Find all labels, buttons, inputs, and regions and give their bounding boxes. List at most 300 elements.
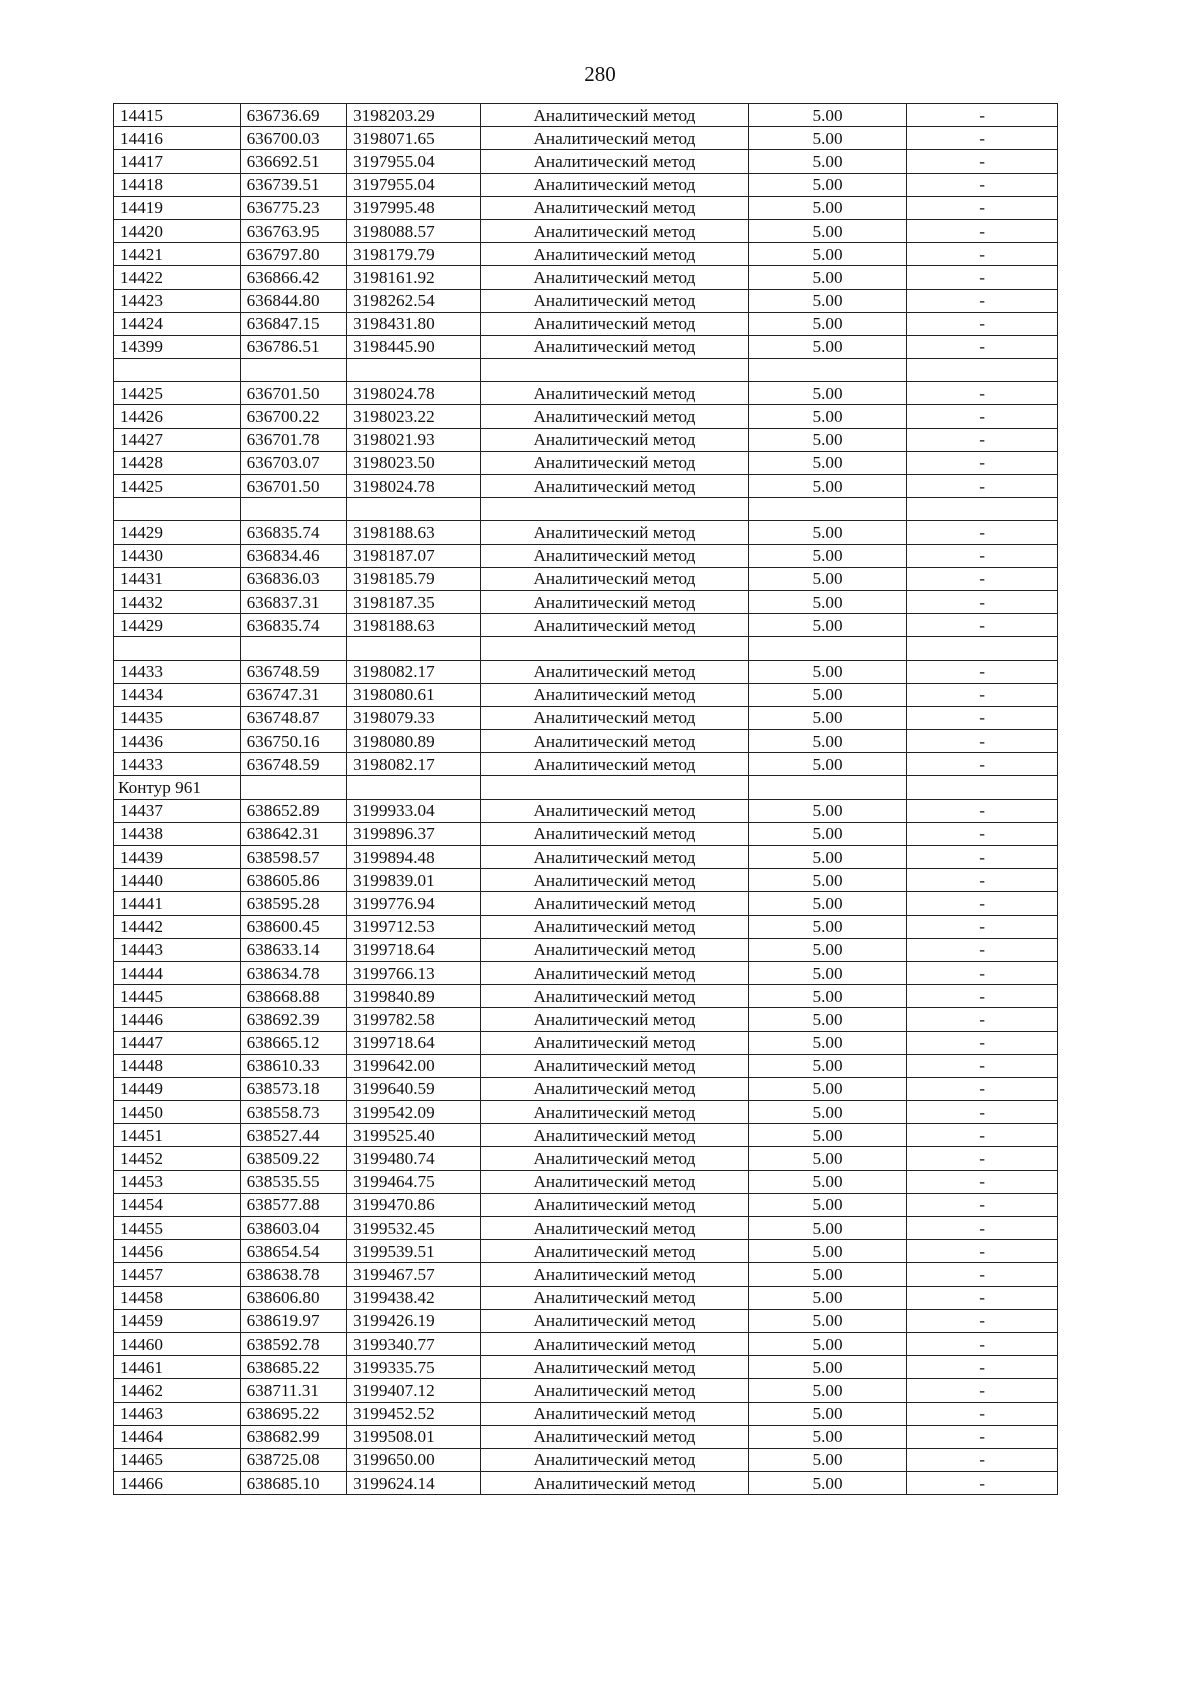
accuracy-cell: 5.00 [748, 104, 906, 127]
separator-row [114, 359, 1058, 382]
table-row [114, 1425, 1058, 1448]
point-id-cell: 14426 [114, 405, 241, 428]
table-row [114, 104, 1058, 127]
empty-cell [240, 359, 347, 382]
table-row [114, 869, 1058, 892]
y-coordinate-cell: 3199718.64 [347, 938, 481, 961]
point-id-cell: 14454 [114, 1193, 241, 1216]
separator-row [114, 498, 1058, 521]
extra-cell: - [907, 405, 1058, 428]
y-coordinate-cell: 3198179.79 [347, 243, 481, 266]
method-cell: Аналитический метод [481, 567, 749, 590]
y-coordinate-cell: 3199624.14 [347, 1472, 481, 1495]
point-id-cell: 14425 [114, 382, 241, 405]
x-coordinate-cell: 638685.22 [240, 1356, 347, 1379]
x-coordinate-cell: 638573.18 [240, 1077, 347, 1100]
extra-cell: - [907, 544, 1058, 567]
method-cell: Аналитический метод [481, 127, 749, 150]
x-coordinate-cell: 638685.10 [240, 1472, 347, 1495]
point-id-cell: 14450 [114, 1101, 241, 1124]
point-id-cell: 14463 [114, 1402, 241, 1425]
accuracy-cell: 5.00 [748, 1402, 906, 1425]
method-cell: Аналитический метод [481, 1379, 749, 1402]
method-cell: Аналитический метод [481, 706, 749, 729]
point-id-cell: 14466 [114, 1472, 241, 1495]
table-row [114, 1217, 1058, 1240]
point-id-cell: 14436 [114, 730, 241, 753]
extra-cell: - [907, 1309, 1058, 1332]
table-row [114, 289, 1058, 312]
x-coordinate-cell: 636834.46 [240, 544, 347, 567]
method-cell: Аналитический метод [481, 1309, 749, 1332]
extra-cell: - [907, 243, 1058, 266]
table-row [114, 1356, 1058, 1379]
x-coordinate-cell: 636866.42 [240, 266, 347, 289]
accuracy-cell: 5.00 [748, 1379, 906, 1402]
y-coordinate-cell: 3199438.42 [347, 1286, 481, 1309]
y-coordinate-cell: 3198445.90 [347, 335, 481, 358]
accuracy-cell: 5.00 [748, 706, 906, 729]
method-cell: Аналитический метод [481, 985, 749, 1008]
extra-cell: - [907, 1031, 1058, 1054]
y-coordinate-cell: 3199452.52 [347, 1402, 481, 1425]
method-cell: Аналитический метод [481, 961, 749, 984]
x-coordinate-cell: 638603.04 [240, 1217, 347, 1240]
accuracy-cell: 5.00 [748, 1054, 906, 1077]
extra-cell: - [907, 683, 1058, 706]
accuracy-cell: 5.00 [748, 892, 906, 915]
x-coordinate-cell: 636748.59 [240, 660, 347, 683]
method-cell: Аналитический метод [481, 799, 749, 822]
extra-cell: - [907, 1170, 1058, 1193]
method-cell: Аналитический метод [481, 1263, 749, 1286]
x-coordinate-cell: 636837.31 [240, 590, 347, 613]
accuracy-cell: 5.00 [748, 799, 906, 822]
x-coordinate-cell: 636700.22 [240, 405, 347, 428]
empty-cell [114, 498, 241, 521]
empty-cell [907, 637, 1058, 660]
table-row [114, 1054, 1058, 1077]
method-cell: Аналитический метод [481, 1286, 749, 1309]
accuracy-cell: 5.00 [748, 428, 906, 451]
y-coordinate-cell: 3198021.93 [347, 428, 481, 451]
y-coordinate-cell: 3199766.13 [347, 961, 481, 984]
extra-cell: - [907, 382, 1058, 405]
method-cell: Аналитический метод [481, 683, 749, 706]
table-row [114, 266, 1058, 289]
extra-cell: - [907, 590, 1058, 613]
extra-cell: - [907, 266, 1058, 289]
accuracy-cell: 5.00 [748, 869, 906, 892]
point-id-cell: 14421 [114, 243, 241, 266]
accuracy-cell: 5.00 [748, 753, 906, 776]
y-coordinate-cell: 3199480.74 [347, 1147, 481, 1170]
accuracy-cell: 5.00 [748, 614, 906, 637]
method-cell: Аналитический метод [481, 915, 749, 938]
method-cell: Аналитический метод [481, 846, 749, 869]
extra-cell: - [907, 428, 1058, 451]
point-id-cell: 14458 [114, 1286, 241, 1309]
method-cell: Аналитический метод [481, 614, 749, 637]
accuracy-cell: 5.00 [748, 544, 906, 567]
y-coordinate-cell: 3199525.40 [347, 1124, 481, 1147]
point-id-cell: 14452 [114, 1147, 241, 1170]
table-row [114, 660, 1058, 683]
x-coordinate-cell: 638638.78 [240, 1263, 347, 1286]
point-id-cell: 14427 [114, 428, 241, 451]
empty-cell [481, 776, 749, 799]
table-row [114, 753, 1058, 776]
accuracy-cell: 5.00 [748, 1356, 906, 1379]
extra-cell: - [907, 127, 1058, 150]
empty-cell [481, 498, 749, 521]
accuracy-cell: 5.00 [748, 1170, 906, 1193]
method-cell: Аналитический метод [481, 1402, 749, 1425]
y-coordinate-cell: 3199539.51 [347, 1240, 481, 1263]
table-row [114, 1402, 1058, 1425]
x-coordinate-cell: 638642.31 [240, 822, 347, 845]
x-coordinate-cell: 638509.22 [240, 1147, 347, 1170]
table-row [114, 150, 1058, 173]
extra-cell: - [907, 173, 1058, 196]
extra-cell: - [907, 451, 1058, 474]
extra-cell: - [907, 1356, 1058, 1379]
y-coordinate-cell: 3199335.75 [347, 1356, 481, 1379]
table-row [114, 1031, 1058, 1054]
accuracy-cell: 5.00 [748, 382, 906, 405]
extra-cell: - [907, 1008, 1058, 1031]
method-cell: Аналитический метод [481, 590, 749, 613]
x-coordinate-cell: 638668.88 [240, 985, 347, 1008]
x-coordinate-cell: 638634.78 [240, 961, 347, 984]
method-cell: Аналитический метод [481, 1425, 749, 1448]
empty-cell [240, 776, 347, 799]
extra-cell: - [907, 335, 1058, 358]
point-id-cell: 14423 [114, 289, 241, 312]
table-row [114, 1332, 1058, 1355]
table-row [114, 1309, 1058, 1332]
x-coordinate-cell: 638577.88 [240, 1193, 347, 1216]
table-row [114, 1379, 1058, 1402]
extra-cell: - [907, 892, 1058, 915]
method-cell: Аналитический метод [481, 730, 749, 753]
point-id-cell: 14448 [114, 1054, 241, 1077]
y-coordinate-cell: 3199840.89 [347, 985, 481, 1008]
table-row [114, 822, 1058, 845]
x-coordinate-cell: 636701.78 [240, 428, 347, 451]
empty-cell [748, 498, 906, 521]
method-cell: Аналитический метод [481, 289, 749, 312]
point-id-cell: 14439 [114, 846, 241, 869]
y-coordinate-cell: 3198071.65 [347, 127, 481, 150]
x-coordinate-cell: 638711.31 [240, 1379, 347, 1402]
accuracy-cell: 5.00 [748, 985, 906, 1008]
table-row [114, 1124, 1058, 1147]
y-coordinate-cell: 3198262.54 [347, 289, 481, 312]
point-id-cell: 14441 [114, 892, 241, 915]
table-row [114, 335, 1058, 358]
point-id-cell: 14461 [114, 1356, 241, 1379]
x-coordinate-cell: 636786.51 [240, 335, 347, 358]
method-cell: Аналитический метод [481, 243, 749, 266]
point-id-cell: 14462 [114, 1379, 241, 1402]
accuracy-cell: 5.00 [748, 1193, 906, 1216]
point-id-cell: 14449 [114, 1077, 241, 1100]
x-coordinate-cell: 636775.23 [240, 196, 347, 219]
y-coordinate-cell: 3198188.63 [347, 614, 481, 637]
method-cell: Аналитический метод [481, 1147, 749, 1170]
point-id-cell: 14464 [114, 1425, 241, 1448]
point-id-cell: 14460 [114, 1332, 241, 1355]
accuracy-cell: 5.00 [748, 1124, 906, 1147]
y-coordinate-cell: 3198023.22 [347, 405, 481, 428]
empty-cell [347, 359, 481, 382]
table-row [114, 799, 1058, 822]
x-coordinate-cell: 638610.33 [240, 1054, 347, 1077]
accuracy-cell: 5.00 [748, 1077, 906, 1100]
x-coordinate-cell: 638652.89 [240, 799, 347, 822]
x-coordinate-cell: 638682.99 [240, 1425, 347, 1448]
y-coordinate-cell: 3198024.78 [347, 382, 481, 405]
table-row [114, 683, 1058, 706]
method-cell: Аналитический метод [481, 196, 749, 219]
extra-cell: - [907, 1077, 1058, 1100]
point-id-cell: 14425 [114, 475, 241, 498]
contour-label: Контур 961 [114, 776, 241, 799]
table-row [114, 451, 1058, 474]
x-coordinate-cell: 636748.59 [240, 753, 347, 776]
accuracy-cell: 5.00 [748, 1286, 906, 1309]
method-cell: Аналитический метод [481, 104, 749, 127]
empty-cell [748, 776, 906, 799]
y-coordinate-cell: 3197995.48 [347, 196, 481, 219]
extra-cell: - [907, 1472, 1058, 1495]
extra-cell: - [907, 753, 1058, 776]
table-row [114, 312, 1058, 335]
table-row [114, 915, 1058, 938]
method-cell: Аналитический метод [481, 335, 749, 358]
accuracy-cell: 5.00 [748, 312, 906, 335]
extra-cell: - [907, 196, 1058, 219]
accuracy-cell: 5.00 [748, 1240, 906, 1263]
point-id-cell: 14430 [114, 544, 241, 567]
accuracy-cell: 5.00 [748, 846, 906, 869]
y-coordinate-cell: 3199426.19 [347, 1309, 481, 1332]
table-row [114, 846, 1058, 869]
y-coordinate-cell: 3198431.80 [347, 312, 481, 335]
x-coordinate-cell: 638598.57 [240, 846, 347, 869]
method-cell: Аналитический метод [481, 660, 749, 683]
point-id-cell: 14433 [114, 753, 241, 776]
accuracy-cell: 5.00 [748, 567, 906, 590]
y-coordinate-cell: 3199650.00 [347, 1448, 481, 1471]
extra-cell: - [907, 799, 1058, 822]
empty-cell [347, 637, 481, 660]
accuracy-cell: 5.00 [748, 1263, 906, 1286]
extra-cell: - [907, 1240, 1058, 1263]
point-id-cell: 14429 [114, 521, 241, 544]
extra-cell: - [907, 1147, 1058, 1170]
empty-cell [347, 498, 481, 521]
point-id-cell: 14424 [114, 312, 241, 335]
table-row [114, 1193, 1058, 1216]
table-row [114, 196, 1058, 219]
point-id-cell: 14456 [114, 1240, 241, 1263]
extra-cell: - [907, 521, 1058, 544]
method-cell: Аналитический метод [481, 150, 749, 173]
point-id-cell: 14399 [114, 335, 241, 358]
table-row [114, 1008, 1058, 1031]
table-row [114, 1286, 1058, 1309]
x-coordinate-cell: 636763.95 [240, 219, 347, 242]
extra-cell: - [907, 1124, 1058, 1147]
table-row [114, 428, 1058, 451]
x-coordinate-cell: 638654.54 [240, 1240, 347, 1263]
extra-cell: - [907, 150, 1058, 173]
empty-cell [907, 359, 1058, 382]
y-coordinate-cell: 3199642.00 [347, 1054, 481, 1077]
table-row [114, 1240, 1058, 1263]
extra-cell: - [907, 1286, 1058, 1309]
extra-cell: - [907, 822, 1058, 845]
method-cell: Аналитический метод [481, 1077, 749, 1100]
empty-cell [748, 359, 906, 382]
extra-cell: - [907, 1263, 1058, 1286]
point-id-cell: 14420 [114, 219, 241, 242]
extra-cell: - [907, 1402, 1058, 1425]
method-cell: Аналитический метод [481, 1240, 749, 1263]
table-row [114, 243, 1058, 266]
page-number: 280 [584, 62, 616, 86]
point-id-cell: 14453 [114, 1170, 241, 1193]
table-row [114, 405, 1058, 428]
table-row [114, 985, 1058, 1008]
x-coordinate-cell: 636847.15 [240, 312, 347, 335]
y-coordinate-cell: 3199508.01 [347, 1425, 481, 1448]
table-row [114, 1101, 1058, 1124]
accuracy-cell: 5.00 [748, 405, 906, 428]
method-cell: Аналитический метод [481, 266, 749, 289]
point-id-cell: 14443 [114, 938, 241, 961]
x-coordinate-cell: 636835.74 [240, 521, 347, 544]
accuracy-cell: 5.00 [748, 683, 906, 706]
accuracy-cell: 5.00 [748, 289, 906, 312]
x-coordinate-cell: 636797.80 [240, 243, 347, 266]
y-coordinate-cell: 3199467.57 [347, 1263, 481, 1286]
accuracy-cell: 5.00 [748, 243, 906, 266]
point-id-cell: 14435 [114, 706, 241, 729]
method-cell: Аналитический метод [481, 822, 749, 845]
x-coordinate-cell: 638600.45 [240, 915, 347, 938]
x-coordinate-cell: 638535.55 [240, 1170, 347, 1193]
y-coordinate-cell: 3199542.09 [347, 1101, 481, 1124]
x-coordinate-cell: 636701.50 [240, 475, 347, 498]
y-coordinate-cell: 3199340.77 [347, 1332, 481, 1355]
extra-cell: - [907, 1448, 1058, 1471]
table-row [114, 730, 1058, 753]
method-cell: Аналитический метод [481, 405, 749, 428]
x-coordinate-cell: 636836.03 [240, 567, 347, 590]
method-cell: Аналитический метод [481, 1008, 749, 1031]
x-coordinate-cell: 636844.80 [240, 289, 347, 312]
extra-cell: - [907, 660, 1058, 683]
extra-cell: - [907, 567, 1058, 590]
point-id-cell: 14455 [114, 1217, 241, 1240]
method-cell: Аналитический метод [481, 475, 749, 498]
accuracy-cell: 5.00 [748, 1217, 906, 1240]
x-coordinate-cell: 636748.87 [240, 706, 347, 729]
accuracy-cell: 5.00 [748, 1425, 906, 1448]
empty-cell [347, 776, 481, 799]
point-id-cell: 14457 [114, 1263, 241, 1286]
point-id-cell: 14416 [114, 127, 241, 150]
empty-cell [907, 498, 1058, 521]
accuracy-cell: 5.00 [748, 219, 906, 242]
point-id-cell: 14431 [114, 567, 241, 590]
empty-cell [240, 498, 347, 521]
point-id-cell: 14447 [114, 1031, 241, 1054]
method-cell: Аналитический метод [481, 1472, 749, 1495]
empty-cell [481, 359, 749, 382]
y-coordinate-cell: 3198188.63 [347, 521, 481, 544]
y-coordinate-cell: 3198082.17 [347, 753, 481, 776]
method-cell: Аналитический метод [481, 1217, 749, 1240]
y-coordinate-cell: 3198082.17 [347, 660, 481, 683]
accuracy-cell: 5.00 [748, 938, 906, 961]
extra-cell: - [907, 104, 1058, 127]
method-cell: Аналитический метод [481, 1193, 749, 1216]
y-coordinate-cell: 3198161.92 [347, 266, 481, 289]
coordinates-table-body [114, 104, 1058, 1495]
method-cell: Аналитический метод [481, 312, 749, 335]
extra-cell: - [907, 1217, 1058, 1240]
x-coordinate-cell: 638633.14 [240, 938, 347, 961]
method-cell: Аналитический метод [481, 892, 749, 915]
extra-cell: - [907, 1054, 1058, 1077]
extra-cell: - [907, 1101, 1058, 1124]
accuracy-cell: 5.00 [748, 1101, 906, 1124]
y-coordinate-cell: 3198024.78 [347, 475, 481, 498]
accuracy-cell: 5.00 [748, 961, 906, 984]
extra-cell: - [907, 1332, 1058, 1355]
accuracy-cell: 5.00 [748, 475, 906, 498]
point-id-cell: 14428 [114, 451, 241, 474]
method-cell: Аналитический метод [481, 428, 749, 451]
accuracy-cell: 5.00 [748, 335, 906, 358]
separator-row [114, 637, 1058, 660]
y-coordinate-cell: 3198187.35 [347, 590, 481, 613]
extra-cell: - [907, 614, 1058, 637]
y-coordinate-cell: 3198080.89 [347, 730, 481, 753]
accuracy-cell: 5.00 [748, 150, 906, 173]
x-coordinate-cell: 638665.12 [240, 1031, 347, 1054]
point-id-cell: 14444 [114, 961, 241, 984]
y-coordinate-cell: 3199718.64 [347, 1031, 481, 1054]
extra-cell: - [907, 985, 1058, 1008]
table-row [114, 961, 1058, 984]
table-row [114, 1147, 1058, 1170]
extra-cell: - [907, 846, 1058, 869]
point-id-cell: 14434 [114, 683, 241, 706]
table-row [114, 1170, 1058, 1193]
table-row [114, 1448, 1058, 1471]
method-cell: Аналитический метод [481, 1448, 749, 1471]
table-row [114, 382, 1058, 405]
y-coordinate-cell: 3199782.58 [347, 1008, 481, 1031]
point-id-cell: 14417 [114, 150, 241, 173]
y-coordinate-cell: 3199712.53 [347, 915, 481, 938]
method-cell: Аналитический метод [481, 1170, 749, 1193]
